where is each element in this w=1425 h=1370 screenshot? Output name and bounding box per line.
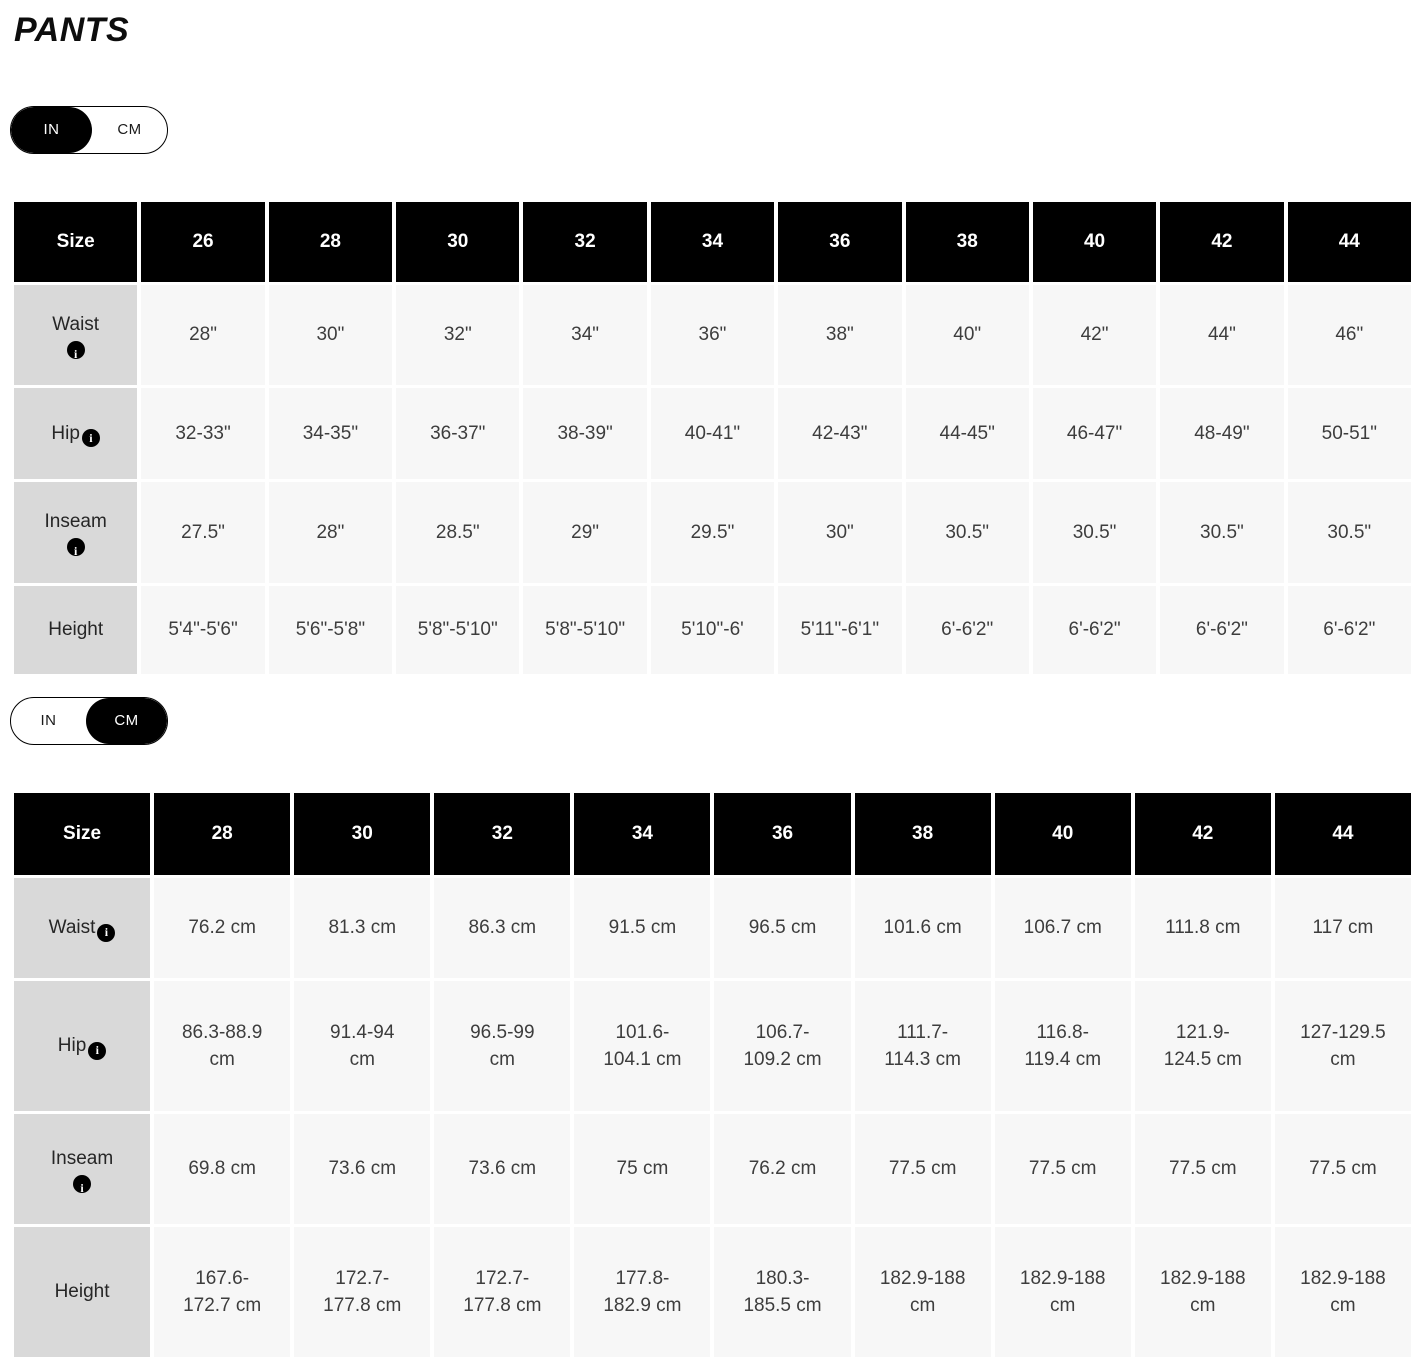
hip-value-cell: 91.4-94 cm (292, 979, 432, 1112)
row-label-height (12, 584, 139, 675)
waist-value-cell: 28" (139, 283, 266, 386)
row-label-hip (12, 386, 139, 480)
waist-value-cell: 96.5 cm (712, 876, 852, 979)
inseam-value-cell: 73.6 cm (432, 1112, 572, 1225)
hip-value-cell: 34-35" (267, 386, 394, 480)
info-icon[interactable]: i (67, 341, 85, 359)
toggle-option-in[interactable]: IN (40, 712, 57, 730)
inseam-value-cell: 30.5" (1031, 480, 1158, 584)
row-label-text: Hip (51, 422, 80, 444)
row-label-text: Hip (57, 1035, 87, 1057)
height-value-cell: 5'4"-5'6" (139, 584, 266, 675)
height-value-cell: 6'-6'2" (1286, 584, 1413, 675)
waist-value-cell: 38" (776, 283, 903, 386)
hip-value-cell: 101.6-104.1 cm (572, 979, 712, 1112)
info-icon[interactable]: i (73, 1175, 91, 1193)
waist-value-cell: 101.6 cm (853, 876, 993, 979)
hip-value-cell: 121.9-124.5 cm (1133, 979, 1273, 1112)
hip-value-cell: 127-129.5 cm (1273, 979, 1413, 1112)
table-row (12, 480, 1413, 584)
info-icon[interactable]: i (97, 924, 115, 942)
size-header-cell: 32 (521, 200, 648, 283)
size-header-cell: 40 (1031, 200, 1158, 283)
inseam-value-cell: 73.6 cm (292, 1112, 432, 1225)
hip-value-cell: 50-51" (1286, 386, 1413, 480)
inseam-value-cell: 75 cm (572, 1112, 712, 1225)
inseam-value-cell: 77.5 cm (993, 1112, 1133, 1225)
table-row (12, 876, 1413, 979)
inseam-value-cell: 69.8 cm (152, 1112, 292, 1225)
height-value-cell: 6'-6'2" (904, 584, 1031, 675)
row-label-text: Height (54, 1281, 110, 1303)
waist-value-cell: 42" (1031, 283, 1158, 386)
unit-toggle-cm-table[interactable] (10, 697, 168, 745)
toggle-option-in[interactable]: IN (11, 107, 92, 153)
row-label-waist (12, 876, 152, 979)
hip-value-cell: 111.7-114.3 cm (853, 979, 993, 1112)
size-column-header: Size (12, 791, 152, 876)
hip-value-cell: 42-43" (776, 386, 903, 480)
inseam-value-cell: 76.2 cm (712, 1112, 852, 1225)
table-row (12, 979, 1413, 1112)
row-label-text: Height (48, 619, 104, 641)
hip-value-cell: 46-47" (1031, 386, 1158, 480)
height-value-cell: 5'8"-5'10" (394, 584, 521, 675)
inseam-value-cell: 77.5 cm (853, 1112, 993, 1225)
height-value-cell: 182.9-188 cm (1273, 1225, 1413, 1358)
row-label-hip (12, 979, 152, 1112)
size-header-cell: 42 (1158, 200, 1285, 283)
height-value-cell: 182.9-188 cm (993, 1225, 1133, 1358)
table-row (12, 1225, 1413, 1358)
hip-value-cell: 106.7-109.2 cm (712, 979, 852, 1112)
size-header-cell: 40 (993, 791, 1133, 876)
inseam-value-cell: 77.5 cm (1133, 1112, 1273, 1225)
size-header-cell: 26 (139, 200, 266, 283)
inseam-value-cell: 30" (776, 480, 903, 584)
table-row (12, 283, 1413, 386)
unit-toggle-in-table[interactable] (10, 106, 168, 154)
header-row (12, 200, 1413, 283)
height-value-cell: 182.9-188 cm (1133, 1225, 1273, 1358)
row-label-height (12, 1225, 152, 1358)
pants-size-table-centimeters (10, 790, 1415, 1360)
table-row (12, 386, 1413, 480)
waist-value-cell: 111.8 cm (1133, 876, 1273, 979)
height-value-cell: 5'10"-6' (649, 584, 776, 675)
table-row (12, 584, 1413, 675)
row-label-text: Inseam (50, 1147, 114, 1169)
row-label-waist (12, 283, 139, 386)
waist-value-cell: 44" (1158, 283, 1285, 386)
hip-value-cell: 116.8-119.4 cm (993, 979, 1133, 1112)
height-value-cell: 180.3-185.5 cm (712, 1225, 852, 1358)
size-header-cell: 34 (572, 791, 712, 876)
size-header-cell: 32 (432, 791, 572, 876)
hip-value-cell: 40-41" (649, 386, 776, 480)
height-value-cell: 6'-6'2" (1158, 584, 1285, 675)
size-header-cell: 30 (394, 200, 521, 283)
toggle-option-cm[interactable]: CM (86, 698, 167, 744)
waist-value-cell: 117 cm (1273, 876, 1413, 979)
inseam-value-cell: 77.5 cm (1273, 1112, 1413, 1225)
inseam-value-cell: 27.5" (139, 480, 266, 584)
height-value-cell: 6'-6'2" (1031, 584, 1158, 675)
hip-value-cell: 44-45" (904, 386, 1031, 480)
height-value-cell: 5'8"-5'10" (521, 584, 648, 675)
hip-value-cell: 32-33" (139, 386, 266, 480)
row-label-inseam (12, 1112, 152, 1225)
hip-value-cell: 48-49" (1158, 386, 1285, 480)
inseam-value-cell: 30.5" (1286, 480, 1413, 584)
size-header-cell: 28 (267, 200, 394, 283)
pants-size-table-inches (10, 199, 1415, 677)
waist-value-cell: 46" (1286, 283, 1413, 386)
waist-value-cell: 30" (267, 283, 394, 386)
info-icon[interactable]: i (88, 1042, 106, 1060)
waist-value-cell: 32" (394, 283, 521, 386)
waist-value-cell: 34" (521, 283, 648, 386)
size-header-cell: 38 (853, 791, 993, 876)
hip-value-cell: 38-39" (521, 386, 648, 480)
toggle-option-cm[interactable]: CM (117, 121, 142, 139)
waist-value-cell: 36" (649, 283, 776, 386)
inseam-value-cell: 30.5" (1158, 480, 1285, 584)
table-row (12, 1112, 1413, 1225)
size-header-cell: 36 (712, 791, 852, 876)
waist-value-cell: 91.5 cm (572, 876, 712, 979)
size-header-cell: 30 (292, 791, 432, 876)
waist-value-cell: 106.7 cm (993, 876, 1133, 979)
size-header-cell: 38 (904, 200, 1031, 283)
size-header-cell: 36 (776, 200, 903, 283)
size-header-cell: 44 (1286, 200, 1413, 283)
inseam-value-cell: 30.5" (904, 480, 1031, 584)
row-label-text: Waist (48, 917, 96, 939)
size-column-header: Size (12, 200, 139, 283)
inseam-value-cell: 29" (521, 480, 648, 584)
waist-value-cell: 86.3 cm (432, 876, 572, 979)
hip-value-cell: 86.3-88.9 cm (152, 979, 292, 1112)
waist-value-cell: 40" (904, 283, 1031, 386)
height-value-cell: 5'6"-5'8" (267, 584, 394, 675)
size-header-cell: 34 (649, 200, 776, 283)
height-value-cell: 172.7-177.8 cm (292, 1225, 432, 1358)
inseam-value-cell: 28" (267, 480, 394, 584)
info-icon[interactable]: i (82, 429, 100, 447)
row-label-text: Inseam (44, 511, 107, 533)
size-header-cell: 42 (1133, 791, 1273, 876)
info-icon[interactable]: i (67, 538, 85, 556)
inseam-value-cell: 29.5" (649, 480, 776, 584)
hip-value-cell: 36-37" (394, 386, 521, 480)
size-header-cell: 44 (1273, 791, 1413, 876)
height-value-cell: 177.8-182.9 cm (572, 1225, 712, 1358)
inseam-value-cell: 28.5" (394, 480, 521, 584)
height-value-cell: 167.6-172.7 cm (152, 1225, 292, 1358)
page-title: PANTS (14, 11, 130, 49)
row-label-text: Waist (52, 313, 100, 335)
waist-value-cell: 76.2 cm (152, 876, 292, 979)
height-value-cell: 172.7-177.8 cm (432, 1225, 572, 1358)
height-value-cell: 5'11"-6'1" (776, 584, 903, 675)
header-row (12, 791, 1413, 876)
height-value-cell: 182.9-188 cm (853, 1225, 993, 1358)
hip-value-cell: 96.5-99 cm (432, 979, 572, 1112)
size-header-cell: 28 (152, 791, 292, 876)
row-label-inseam (12, 480, 139, 584)
waist-value-cell: 81.3 cm (292, 876, 432, 979)
